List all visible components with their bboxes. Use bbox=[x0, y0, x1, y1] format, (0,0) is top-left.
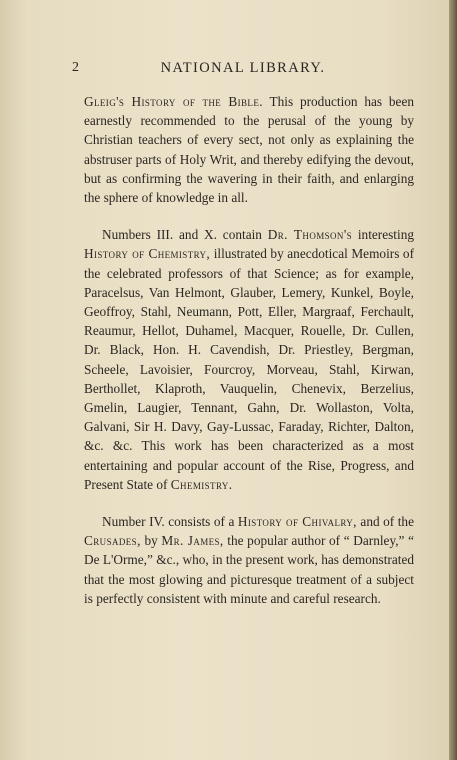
paragraph-text: interesting bbox=[352, 227, 414, 243]
paragraph-text: Number IV. consists of a bbox=[102, 514, 238, 530]
subject-chemistry: Chemistry. bbox=[170, 476, 233, 492]
paragraph-text: the popular author of “ Darnley,” “ De L'Orme,” &c., who, in the present work, has demonstrated that the most glowing and picturesque treatment of a subject is perfectly consistent with minute and careful research. bbox=[84, 533, 414, 606]
paragraph-chivalry bbox=[84, 512, 414, 608]
paragraph-text: and of the bbox=[356, 514, 414, 530]
paragraph-text: Numbers III. and X. contain bbox=[102, 227, 268, 243]
paragraph-chemistry bbox=[84, 225, 414, 494]
page-header bbox=[72, 60, 414, 80]
book-title-chemistry: History of Chemistry, bbox=[84, 246, 211, 262]
page-body bbox=[84, 92, 414, 626]
paragraph-gleig bbox=[84, 92, 414, 207]
subject-crusades: Crusades, bbox=[84, 533, 141, 549]
page-edge bbox=[449, 0, 457, 760]
author-name-james: Mr. James, bbox=[161, 533, 224, 549]
book-title-chivalry: History of Chivalry, bbox=[237, 514, 357, 530]
paragraph-text: by bbox=[140, 533, 162, 549]
author-name-thomson: Dr. Thomson's bbox=[267, 227, 353, 243]
running-head: NATIONAL LIBRARY. bbox=[160, 60, 326, 76]
book-title-gleig: Gleig's History of the Bible. bbox=[84, 94, 263, 109]
page-number: 2 bbox=[72, 60, 80, 75]
paragraph-text: This production has been earnestly recommended to the perusal of the young by Christian teachers of every sect, not only as explaining the abstruser parts of Holy Writ, and thereby edifying the devout, but as confirming the wavering in their faith, and enlarging the sphere of knowledge in all. bbox=[84, 94, 414, 206]
paragraph-text: illustrated by anecdotical Memoirs of the celebrated professors of that Science; as for example, Paracelsus, Van Helmont, Glauber, Lemery, Kunkel, Boyle, Geoffroy, Stahl, Neumann, Pott, Eller, Margraaf, Ferchault, Reaumur, Hellot, Duhamel, Macquer, Rouelle, Dr. Cullen, Dr. Black, Hon. H. Cavendish, Dr. Priestley, Bergman, Scheele, Lavoisier, Fourcroy, Morveau, Stahl, Kirwan, Berthollet, Klaproth, Vauquelin, Chenevix, Berzelius, Gmelin, Laugier, Tennant, Gahn, Dr. Wollaston, Volta, Galvani, Sir H. Davy, Gay-Lussac, Faraday, Richter, Dalton, &c. &c. This work has been characterized as a most entertaining and popular account of the Rise, Progress, and Present State of bbox=[84, 246, 414, 492]
